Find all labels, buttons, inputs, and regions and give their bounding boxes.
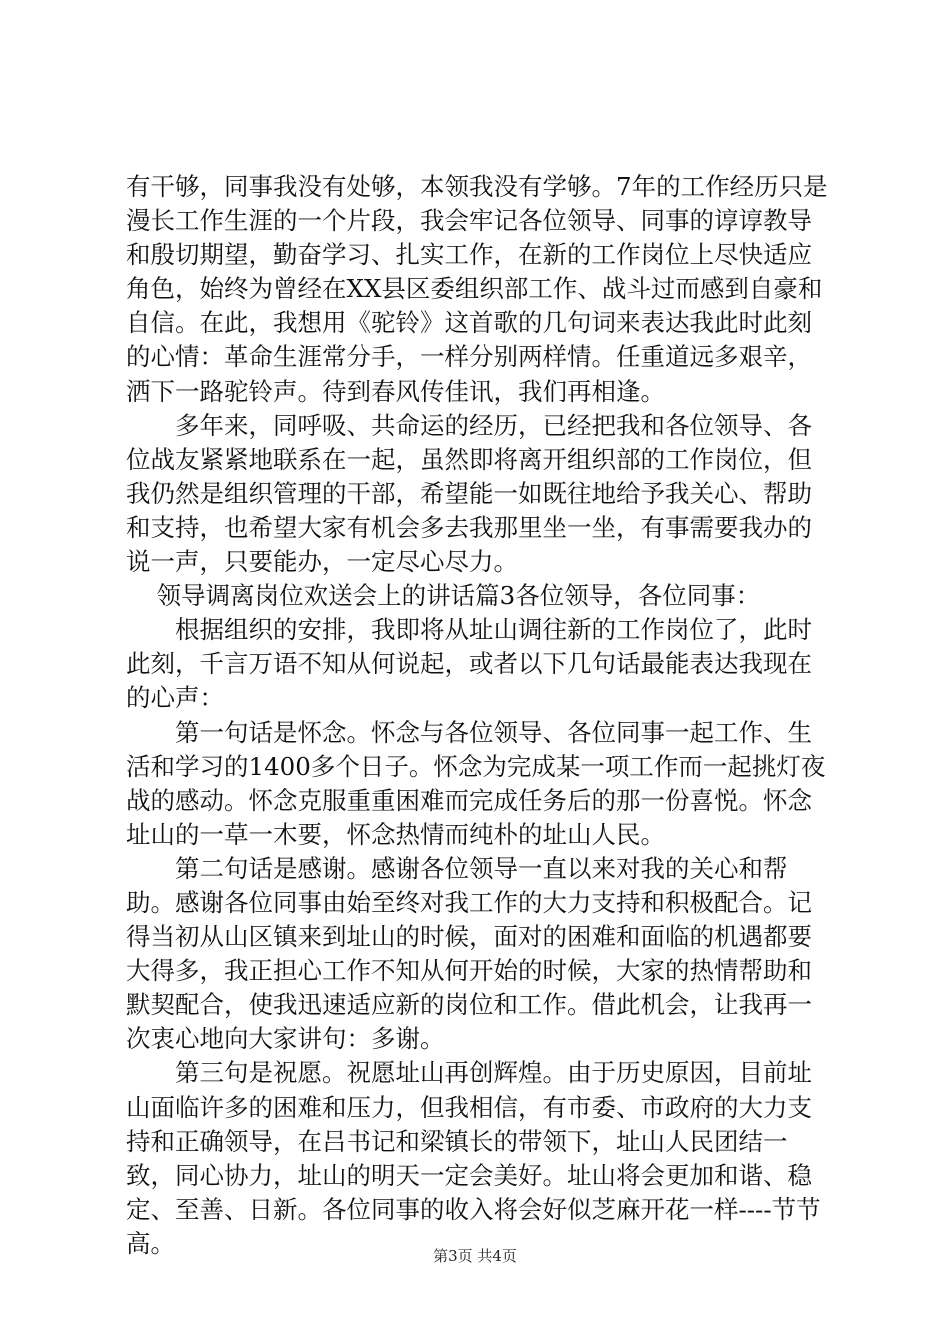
document-body bbox=[126, 170, 832, 1261]
paragraph-6: 第三句是祝愿。祝愿址山再创辉煌。由于历史原因，目前址山面临许多的困难和压力，但我相信，有市委、市政府的大力支持和正确领导，在吕书记和梁镇长的带领下，址山人民团结一致，同心协力，址山的明天一定会美好。址山将会更加和谐、稳定、至善、日新。各位同事的收入将会好似芝麻开花一样----节节高。 bbox=[126, 1058, 821, 1258]
paragraph-1: 有干够，同事我没有处够，本领我没有学够。7年的工作经历只是漫长工作生涯的一个片段，我会牢记各位领导、同事的谆谆教导和殷切期望，勤奋学习、扎实工作，在新的工作岗位上尽快适应角色，始终为曾经在XX县区委组织部工作、战斗过而感到自豪和自信。在此，我想用《驼铃》这首歌的几句词来表达我此时此刻的心情：革命生涯常分手，一样分别两样情。任重道远多艰辛，洒下一路驼铃声。待到春风传佳讯，我们再相逢。 bbox=[126, 172, 828, 406]
paragraph-4: 第一句话是怀念。怀念与各位领导、各位同事一起工作、生活和学习的1400多个日子。怀念为完成某一项工作而一起挑灯夜战的感动。怀念克服重重困难而完成任务后的那一份喜悦。怀念址山的一草一木要，怀念热情而纯朴的址山人民。 bbox=[126, 717, 826, 849]
paragraph-2: 多年来，同呼吸、共命运的经历，已经把我和各位领导、各位战友紧紧地联系在一起，虽然即将离开组织部的工作岗位，但我仍然是组织管理的干部，希望能一如既往地给予我关心、帮助和支持，也希望大家有机会多去我那里坐一坐，有事需要我办的说一声，只要能办，一定尽心尽力。 bbox=[126, 410, 812, 577]
page-number-footer: 第3页 共4页 bbox=[433, 1247, 517, 1265]
paragraph-5: 第二句话是感谢。感谢各位领导一直以来对我的关心和帮助。感谢各位同事由始至终对我工作的大力支持和积极配合。记得当初从山区镇来到址山的时候，面对的困难和面临的机遇都要大得多，我正担心工作不知从何开始的时候，大家的热情帮助和默契配合，使我迅速适应新的岗位和工作。借此机会，让我再一次衷心地向大家讲句：多谢。 bbox=[126, 853, 812, 1054]
speech-heading: 领导调离岗位欢送会上的讲话篇3各位领导，各位同事： bbox=[156, 581, 761, 611]
paragraph-3: 根据组织的安排，我即将从址山调往新的工作岗位了，此时此刻，千言万语不知从何说起，或者以下几句话最能表达我现在的心声： bbox=[126, 615, 812, 713]
